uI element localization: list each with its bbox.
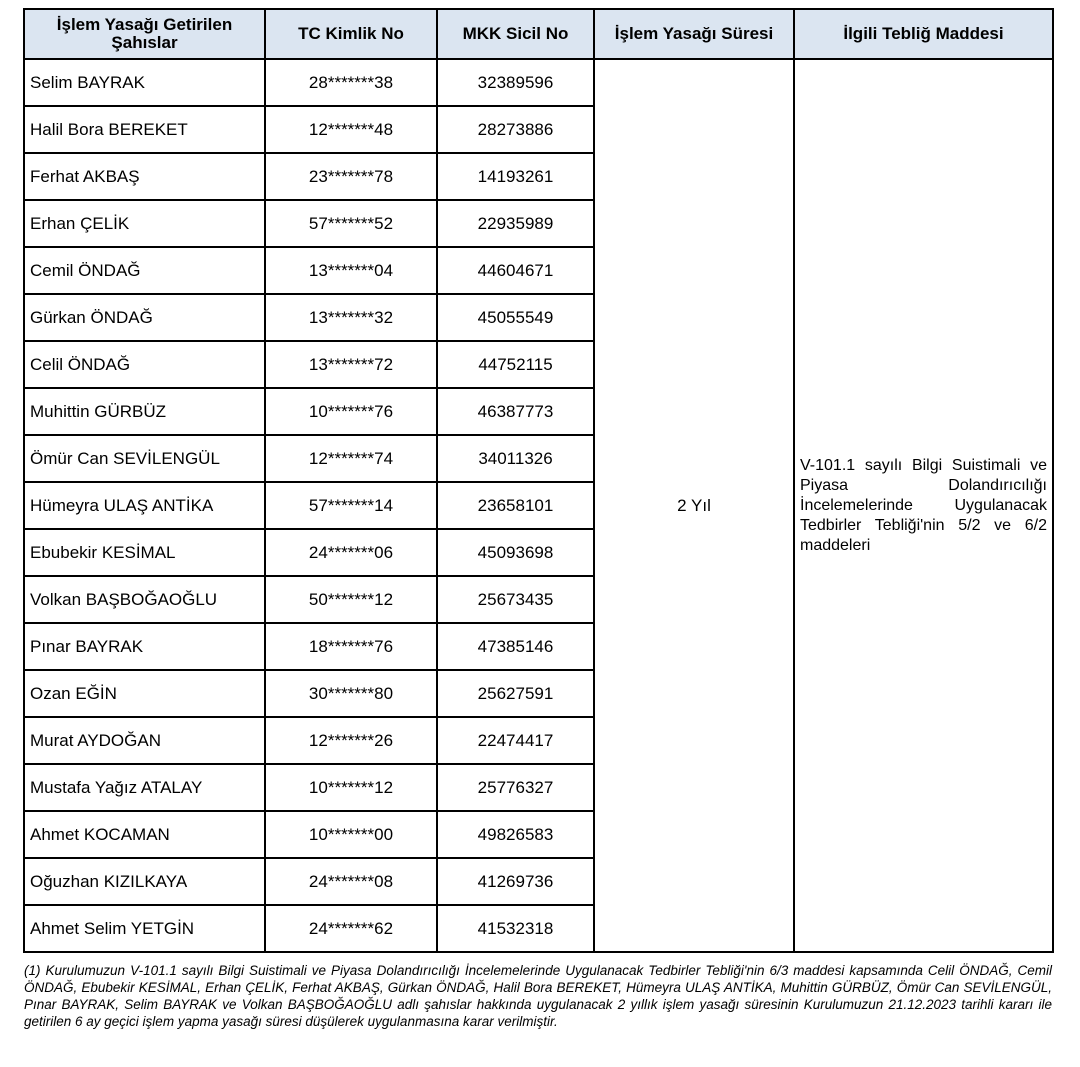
tc-number: 57*******14 <box>265 482 437 529</box>
tc-number: 23*******78 <box>265 153 437 200</box>
person-name: Erhan ÇELİK <box>24 200 265 247</box>
tc-number: 28*******38 <box>265 59 437 106</box>
tc-number: 18*******76 <box>265 623 437 670</box>
person-name: Selim BAYRAK <box>24 59 265 106</box>
tc-number: 10*******00 <box>265 811 437 858</box>
mkk-number: 25776327 <box>437 764 594 811</box>
tc-number: 24*******06 <box>265 529 437 576</box>
mkk-number: 44752115 <box>437 341 594 388</box>
tc-number: 24*******62 <box>265 905 437 952</box>
mkk-number: 14193261 <box>437 153 594 200</box>
person-name: Cemil ÖNDAĞ <box>24 247 265 294</box>
tc-number: 12*******26 <box>265 717 437 764</box>
person-name: Pınar BAYRAK <box>24 623 265 670</box>
header-tc: TC Kimlik No <box>265 9 437 59</box>
mkk-number: 32389596 <box>437 59 594 106</box>
person-name: Murat AYDOĞAN <box>24 717 265 764</box>
mkk-number: 41269736 <box>437 858 594 905</box>
regulation-article: V-101.1 sayılı Bilgi Suistimali ve Piyasa Dolandırıcılığı İncelemelerinde Uygulanacak Tedbirler Tebliği'nin 5/2 ve 6/2 maddeleri <box>794 59 1053 952</box>
table-row <box>24 59 1053 106</box>
tc-number: 30*******80 <box>265 670 437 717</box>
mkk-number: 22474417 <box>437 717 594 764</box>
person-name: Volkan BAŞBOĞAOĞLU <box>24 576 265 623</box>
ban-duration: 2 Yıl <box>594 59 794 952</box>
person-name: Hümeyra ULAŞ ANTİKA <box>24 482 265 529</box>
tc-number: 12*******48 <box>265 106 437 153</box>
header-article: İlgili Tebliğ Maddesi <box>794 9 1053 59</box>
person-name: Ömür Can SEVİLENGÜL <box>24 435 265 482</box>
person-name: Halil Bora BEREKET <box>24 106 265 153</box>
header-mkk: MKK Sicil No <box>437 9 594 59</box>
mkk-number: 47385146 <box>437 623 594 670</box>
person-name: Muhittin GÜRBÜZ <box>24 388 265 435</box>
mkk-number: 22935989 <box>437 200 594 247</box>
tc-number: 10*******12 <box>265 764 437 811</box>
header-persons: İşlem Yasağı Getirilen Şahıslar <box>24 9 265 59</box>
tc-number: 13*******32 <box>265 294 437 341</box>
mkk-number: 25673435 <box>437 576 594 623</box>
mkk-number: 41532318 <box>437 905 594 952</box>
person-name: Oğuzhan KIZILKAYA <box>24 858 265 905</box>
mkk-number: 34011326 <box>437 435 594 482</box>
table-body <box>24 59 1053 952</box>
mkk-number: 45055549 <box>437 294 594 341</box>
person-name: Ahmet Selim YETGİN <box>24 905 265 952</box>
tc-number: 57*******52 <box>265 200 437 247</box>
tc-number: 13*******72 <box>265 341 437 388</box>
person-name: Celil ÖNDAĞ <box>24 341 265 388</box>
person-name: Ozan EĞİN <box>24 670 265 717</box>
person-name: Ahmet KOCAMAN <box>24 811 265 858</box>
tc-number: 24*******08 <box>265 858 437 905</box>
mkk-number: 45093698 <box>437 529 594 576</box>
mkk-number: 28273886 <box>437 106 594 153</box>
mkk-number: 23658101 <box>437 482 594 529</box>
person-name: Mustafa Yağız ATALAY <box>24 764 265 811</box>
tc-number: 10*******76 <box>265 388 437 435</box>
person-name: Ferhat AKBAŞ <box>24 153 265 200</box>
trading-ban-table <box>23 8 1054 953</box>
mkk-number: 46387773 <box>437 388 594 435</box>
tc-number: 50*******12 <box>265 576 437 623</box>
tc-number: 12*******74 <box>265 435 437 482</box>
table-header <box>24 9 1053 59</box>
mkk-number: 44604671 <box>437 247 594 294</box>
person-name: Ebubekir KESİMAL <box>24 529 265 576</box>
tc-number: 13*******04 <box>265 247 437 294</box>
mkk-number: 25627591 <box>437 670 594 717</box>
footnote: (1) Kurulumuzun V-101.1 sayılı Bilgi Suistimali ve Piyasa Dolandırıcılığı İncelemelerinde Uygulanacak Tedbirler Tebliği'nin 6/3 maddesi kapsamında Celil ÖNDAĞ, Cemil ÖNDAĞ, Ebubekir KESİMAL, Erhan ÇELİK, Ferhat AKBAŞ, Gürkan ÖNDAĞ, Halil Bora BEREKET, Hümeyra ULAŞ ANTİKA, Muhittin GÜRBÜZ, Ömür Can SEVİLENGÜL, Pınar BAYRAK, Selim BAYRAK ve Volkan BAŞBOĞAOĞLU adlı şahıslar hakkında uygulanacak 2 yıllık işlem yasağı süresinin Kurulumuzun 21.12.2023 tarihli kararı ile getirilen 6 ay geçici işlem yapma yasağı süresi düşülerek uygulanmasına karar verilmiştir. <box>24 963 1052 1029</box>
person-name: Gürkan ÖNDAĞ <box>24 294 265 341</box>
mkk-number: 49826583 <box>437 811 594 858</box>
header-duration: İşlem Yasağı Süresi <box>594 9 794 59</box>
